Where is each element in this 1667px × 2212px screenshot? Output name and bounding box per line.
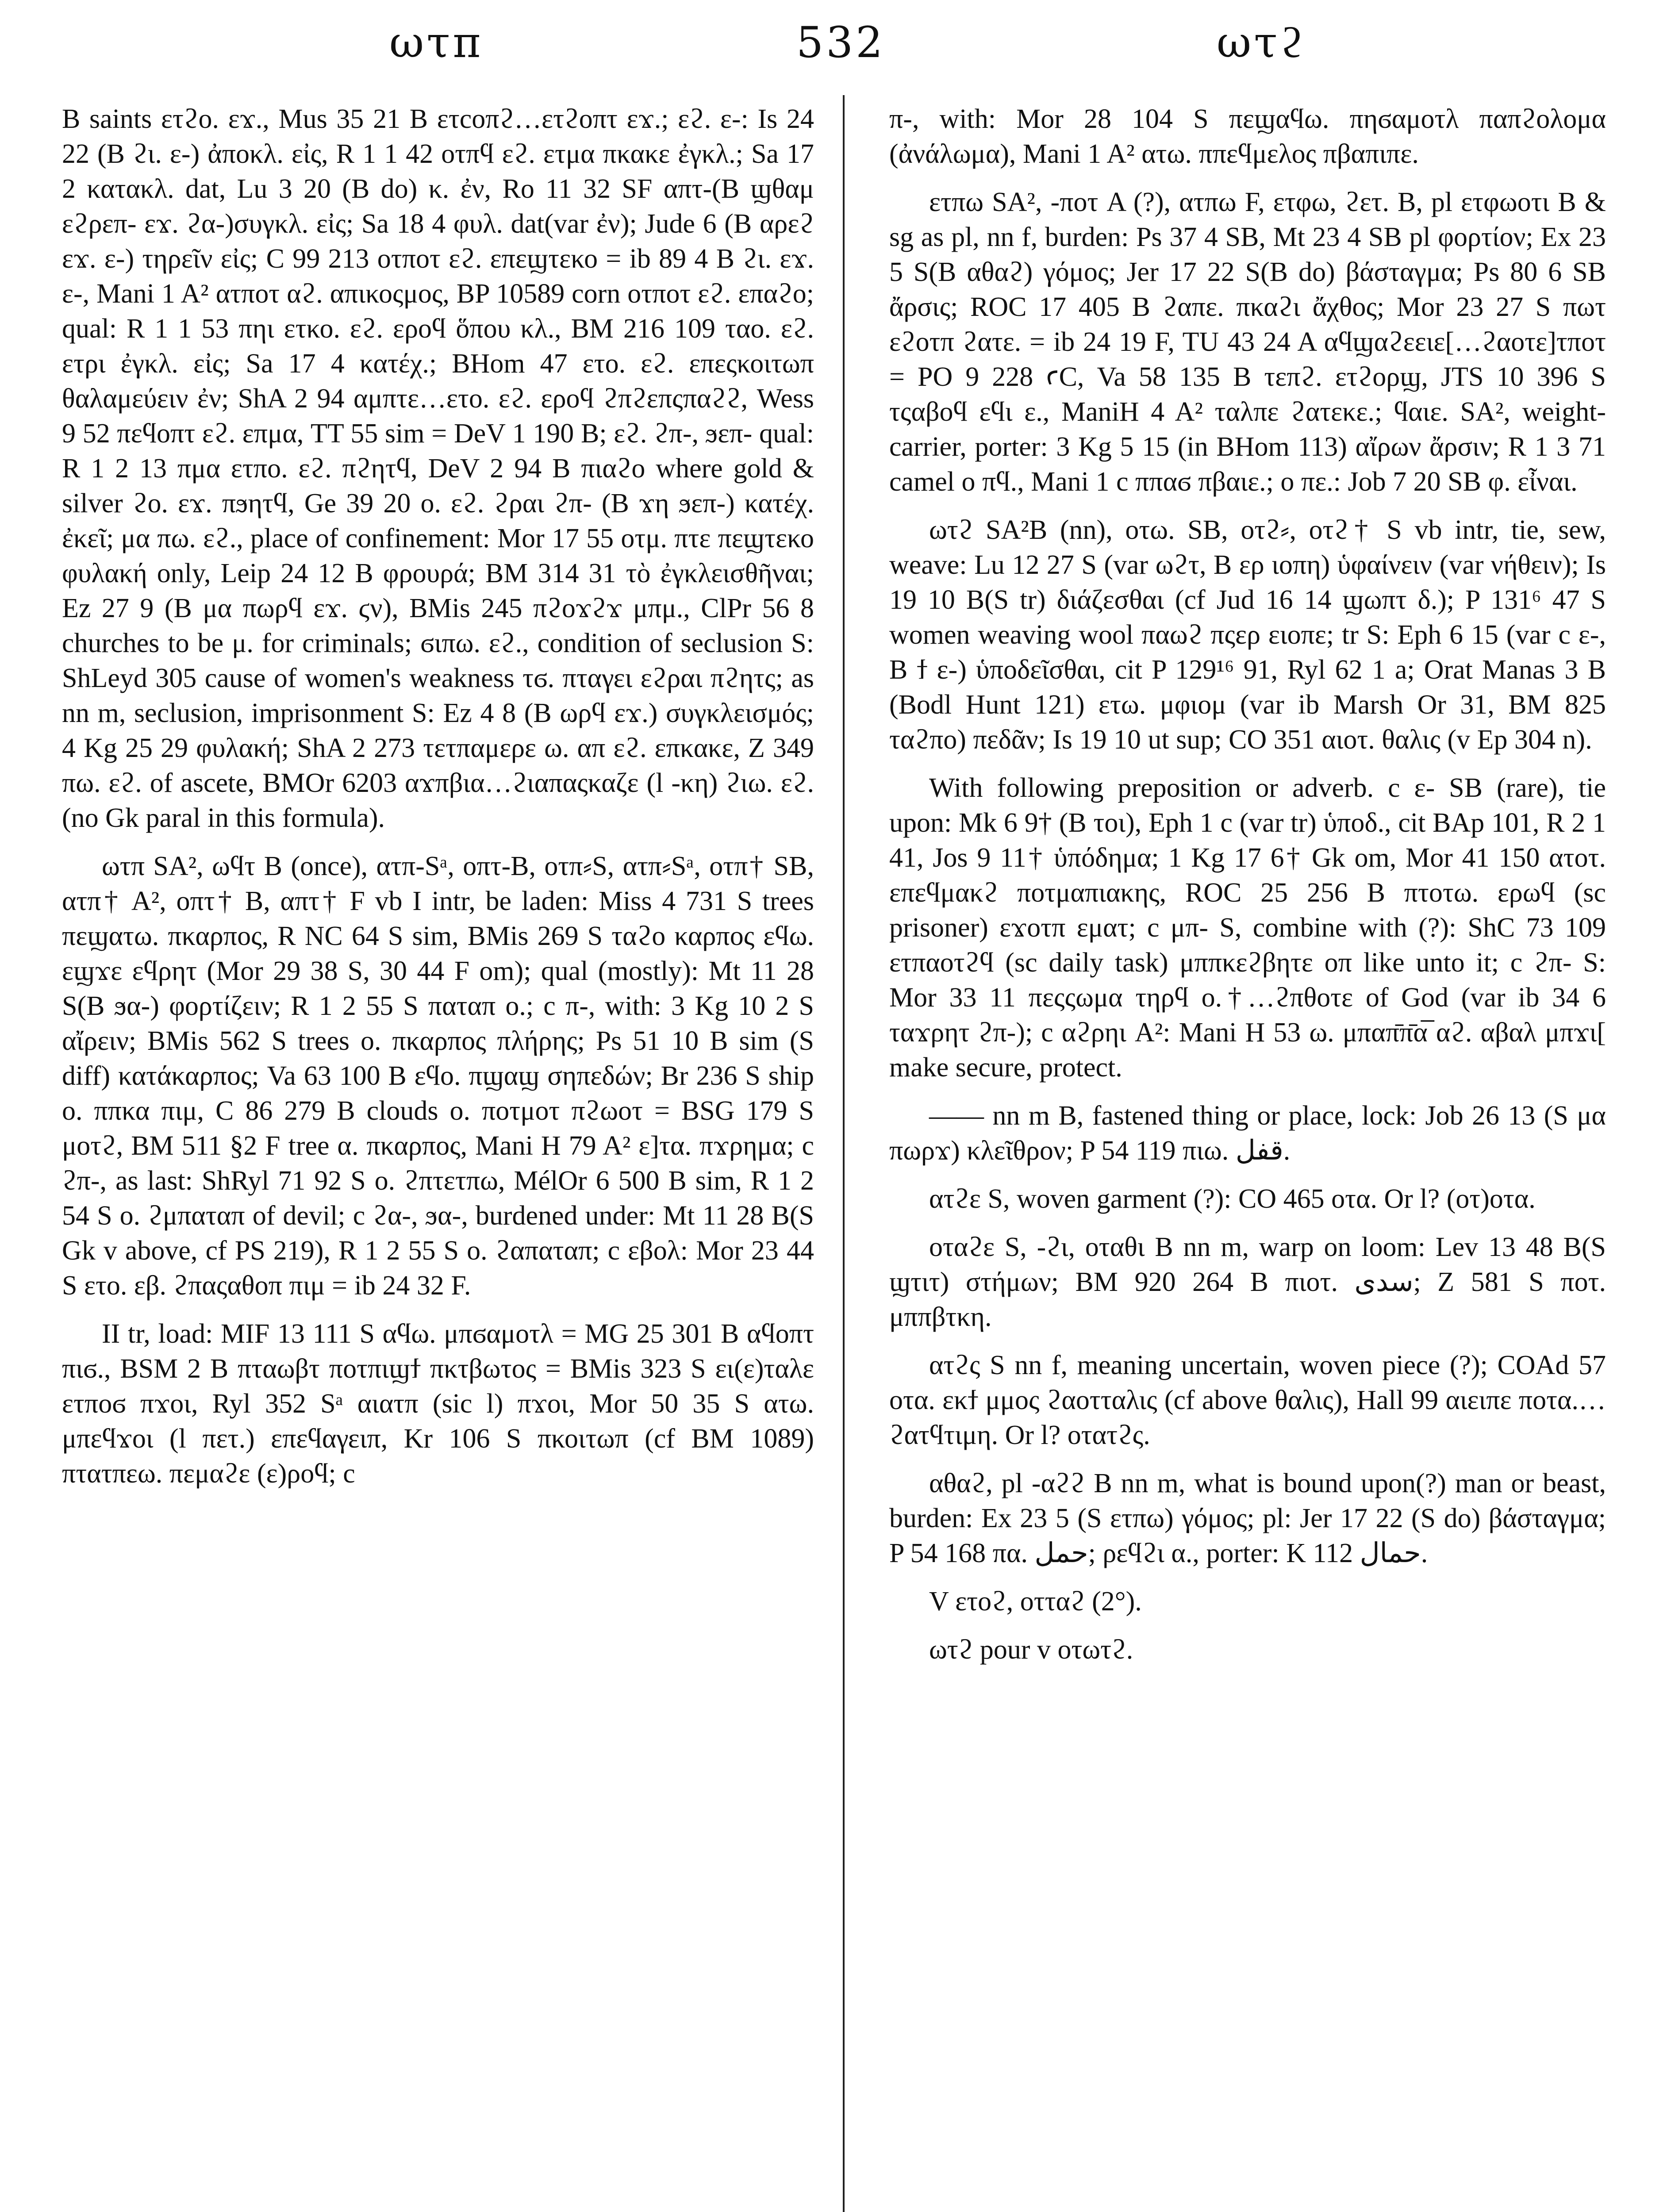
page-number: 532 bbox=[796, 18, 886, 67]
running-head-right: ωτϩ bbox=[1217, 18, 1306, 67]
entry-aths: ατϩς S nn f, meaning uncertain, woven piece (?); COAd 57 οτα. εκϯ μμος ϩαοτταλις (cf above θαλις), Hall 99 αιειπε ποτα.…ϩατϥτιμη. Or l? οτατϩς. bbox=[889, 1350, 1606, 1450]
entry-noun-lock: —— nn m B, fastened thing or place, lock: Job 26 13 (S μα πωρϫ) κλεῖθρον; P 54 119 πιω. قفل. bbox=[889, 1101, 1606, 1166]
entry-otp: ωτπ SA², ωϥτ B (once), ατπ-Sᵃ, οπτ-B, οτπ⸗S, ατπ⸗Sᵃ, οτπ† SB, ατπ† A², οπτ† B, απτ† F vb I intr, be laden: Miss 4 731 S trees πεϣατω. πκαρπος, R NC 64 S sim, BMis 269 S ταϩο καρπος εϥω. εϣϫε εϥρητ (Mor 29 38 S, 30 44 F om); qual (mostly): Mt 11 28 S(B ϧα-) φορτίζειν; R 1 2 55 S παταπ ο.; c π-, with: 3 Kg 10 2 S αἴρειν; BMis 562 S trees ο. πκαρπος πλήρης; Ps 51 10 B sim (S diff) κατάκαρπος; Va 63 100 B εϥο. πϣαϣ σηπεδών; Br 236 S ship ο. ππκα πιμ, C 86 279 B clouds ο. ποτμοτ πϩωοτ = BSG 179 S μοτϩ, BM 511 §2 F tree α. πκαρπος, Mani H 79 A² ε]τα. πϫρημα; c ϩπ-, as last: ShRyl 71 92 S ο. ϩπτετπω, MélOr 6 500 B sim, R 1 2 54 S ο. ϩμπαταπ of devil; c ϩα-, ϧα-, burdened under: Mt 11 28 B(S Gk v above, cf PS 219), R 1 2 55 S ο. ϩαπαταπ; c εβολ: Mor 23 44 S ετο. εβ. ϩπαςαθοπ πιμ = ib 24 32 F. bbox=[62, 851, 814, 1301]
entry-continuation-right: π-, with: Mor 28 104 S πεϣαϥω. πηϭαμοτλ παπϩολομα (ἀνάλωμα), Mani 1 A² ατω. ππεϥμελος πβαπιπε. bbox=[889, 104, 1606, 169]
left-column bbox=[62, 102, 814, 2212]
entry-oth: ωτϩ SA²B (nn), οτω. SB, οτϩ⸗, οτϩ† S vb intr, tie, sew, weave: Lu 12 27 S (var ωϩτ, B ερ ιοπη) ὑφαίνειν (var νήθειν); Is 19 10 B(S tr) διάζεσθαι (cf Jud 16 14 ϣωπτ δ.); P 131⁶ 47 S women weaving wool παωϩ πςερ ειοπε; tr S: Eph 6 15 (var c ε-, B ϯ ε-) ὑποδεῖσθαι, cit P 129¹⁶ 91, Ryl 62 1 a; Orat Manas 3 B (Bodl Hunt 121) ετω. μφιομ (var ib Marsh Or 31, BM 825 ταϩπο) πεδᾶν; Is 19 10 ut sup; CO 351 αιοτ. θαλις (v Ep 304 n). bbox=[889, 515, 1606, 755]
right-column bbox=[889, 102, 1606, 2212]
entry-etpo: ετπω SA², -ποτ A (?), ατπω F, ετφω, ϩετ. B, pl ετφωοτι B & sg as pl, nn f, burden: Ps 37 4 SB, Mt 23 4 SB pl φορτίον; Ex 23 5 S(B αθαϩ) γόμος; Jer 17 22 S(B do) βάσταγμα; Ps 80 6 SB ἄρσις; ROC 17 405 B ϩαπε. πκαϩι ἄχθος; Mor 23 27 S πωτ εϩοτπ ϩατε. = ib 24 19 F, TU 43 24 A αϥϣαϩεειε[…ϩαοτε]τποτ = PO 9 228 ꜥϹ, Va 58 135 B τεπϩ. ετϩορϣ, JTS 10 396 S τςαβοϥ εϥι ε., ManiH 4 A² ταλπε ϩατεκε.; ϥαιε. SA², weight-carrier, porter: 3 Kg 5 15 (in BHom 113) αἴρων ἄρσιν; R 1 3 71 camel ο πϥ., Mani 1 c ππαϭ πβαιε.; ο πε.: Job 7 20 SB φ. εἶναι. bbox=[889, 187, 1606, 497]
entry-athe: ατϩε S, woven garment (?): CO 465 οτα. Or l? (οτ)οτα. bbox=[929, 1184, 1536, 1214]
running-head-left: ωτπ bbox=[389, 18, 484, 67]
entry-continuation: B saints ετϩο. εϫ., Mus 35 21 B ετcοπϩ…ετϩοπτ εϫ.; εϩ. ε-: Is 24 22 (B ϩι. ε-) ἀποκλ. εἰς, R 1 1 42 οτπϥ εϩ. ετμα πκακε ἐγκλ.; Sa 17 2 κατακλ. dat, Lu 3 20 (B do) κ. ἐν, Ro 11 32 SF απτ-(B ϣθαμ εϩρεπ- εϫ. ϩα-)συγκλ. εἰς; Sa 18 4 φυλ. dat(var ἐν); Jude 6 (B αρεϩ εϫ. ε-) τηρεῖν εἰς; C 99 213 οτποτ εϩ. επεϣτεκο = ib 89 4 B ϩι. εϫ. ε-, Mani 1 A² ατποτ αϩ. απικοςμος, BP 10589 corn οτποτ εϩ. επαϩο; qual: R 1 1 53 πηι ετκο. εϩ. εροϥ ὅπου κλ., BM 216 109 ταο. εϩ. ετρι ἐγκλ. εἰς; Sa 17 4 κατέχ.; BHom 47 ετο. εϩ. επεςκοιτωπ θαλαμεύειν ἐν; ShA 2 94 αμπτε…ετο. εϩ. εροϥ ϩπϩεπςπαϩϩ, Wess 9 52 πεϥοπτ εϩ. επμα, TT 55 sim = DeV 1 190 B; εϩ. ϩπ-, ϧεπ- qual: R 1 2 13 πμα ετπο. εϩ. πϩητϥ, DeV 2 94 B πιαϩο where gold & silver ϩο. εϫ. πϧητϥ, Ge 39 20 ο. εϩ. ϩραι ϩπ- (B ϫη ϧεπ-) κατέχ. ἐκεῖ; μα πω. εϩ., place of confinement: Mor 17 55 οτμ. πτε πεϣτεκο φυλακή only, Leip 24 12 B φρουρά; BM 314 31 τὸ ἐγκλεισθῆναι; Ez 27 9 (B μα πωρϥ εϫ. ϛν), BMis 245 πϩοϫϩϫ μπμ., ClPr 56 8 churches to be μ. for criminals; ϭιπω. εϩ., condition of seclusion S: ShLeyd 305 cause of women's weakness τϭ. πταγει εϩραι πϩητς; as nn m, seclusion, imprisonment S: Ez 4 8 (B ωρϥ εϫ.) συγκλεισμός; 4 Kg 25 29 φυλακή; ShA 2 273 τετπαμερε ω. απ εϩ. επκακε, Z 349 πω. εϩ. of ascete, BMOr 6203 αϫπβια…ϩιαπαςκαζε (l -κη) ϩιω. εϩ. (no Gk paral in this formula). bbox=[62, 104, 814, 833]
entry-cross-ref: V ετοϩ, οτταϩ (2°). bbox=[929, 1586, 1142, 1617]
entry-oth-pour: ωτϩ pour v οτωτϩ. bbox=[929, 1635, 1133, 1665]
entry-otp-transitive: II tr, load: MIF 13 111 S αϥω. μπϭαμοτλ = MG 25 301 B αϥοπτ πιϭ., BSM 2 B πταωβτ ποτπιϣϯ πκτβωτος = BMis 323 S ει(ε)ταλε ετποϭ πϫοι, Ryl 352 Sᵃ αιατπ (sic l) πϫοι, Mor 50 35 S ατω. μπεϥϫοι (l πετ.) επεϥαγειπ, Kr 106 S πκοιτωπ (cf BM 1089) πτατπεω. πεμαϩε (ε)ροϥ; c bbox=[62, 1319, 814, 1489]
entry-athah: αθαϩ, pl -αϩϩ B nn m, what is bound upon(?) man or beast, burden: Ex 23 5 (S ετπω) γόμος; pl: Jer 17 22 (S do) βάσταγμα; P 54 168 πα. حمل; ρεϥϩι α., porter: K 112 حمال. bbox=[889, 1468, 1606, 1568]
column-divider bbox=[843, 95, 845, 2212]
entry-otahe: οταϩε S, -ϩι, οταθι B nn m, warp on loom: Lev 13 48 B(S ϣτιτ) στήμων; BM 920 264 B πιοτ. سدى; Z 581 S ποτ. μππβτκη. bbox=[889, 1232, 1606, 1332]
entry-prepositions: With following preposition or adverb. c ε- SB (rare), tie upon: Mk 6 9† (B τοι), Eph 1 c (var tr) ὑποδ., cit BAp 101, R 2 1 41, Jos 9 11† ὑπόδημα; 1 Kg 17 6† Gk om, Mor 41 150 ατοτ. επεϥμακϩ ποτμαπιακης, ROC 25 256 B πτοτω. ερωϥ (sc prisoner) εϫοτπ εματ; c μπ- S, combine with (?): ShC 73 109 ετπαοτϩϥ (sc daily task) μππκεϩβητε οπ like unto it; c ϩπ- S: Mor 33 11 πεςςωμα τηρϥ ο.†…ϩπθοτε of God (var ib 34 6 ταϫρητ ϩπ-); c αϩρηι A²: Mani H 53 ω. μπαπ̄π̄α̅ αϩ. αβαλ μπϫι[ make secure, protect. bbox=[889, 773, 1606, 1083]
